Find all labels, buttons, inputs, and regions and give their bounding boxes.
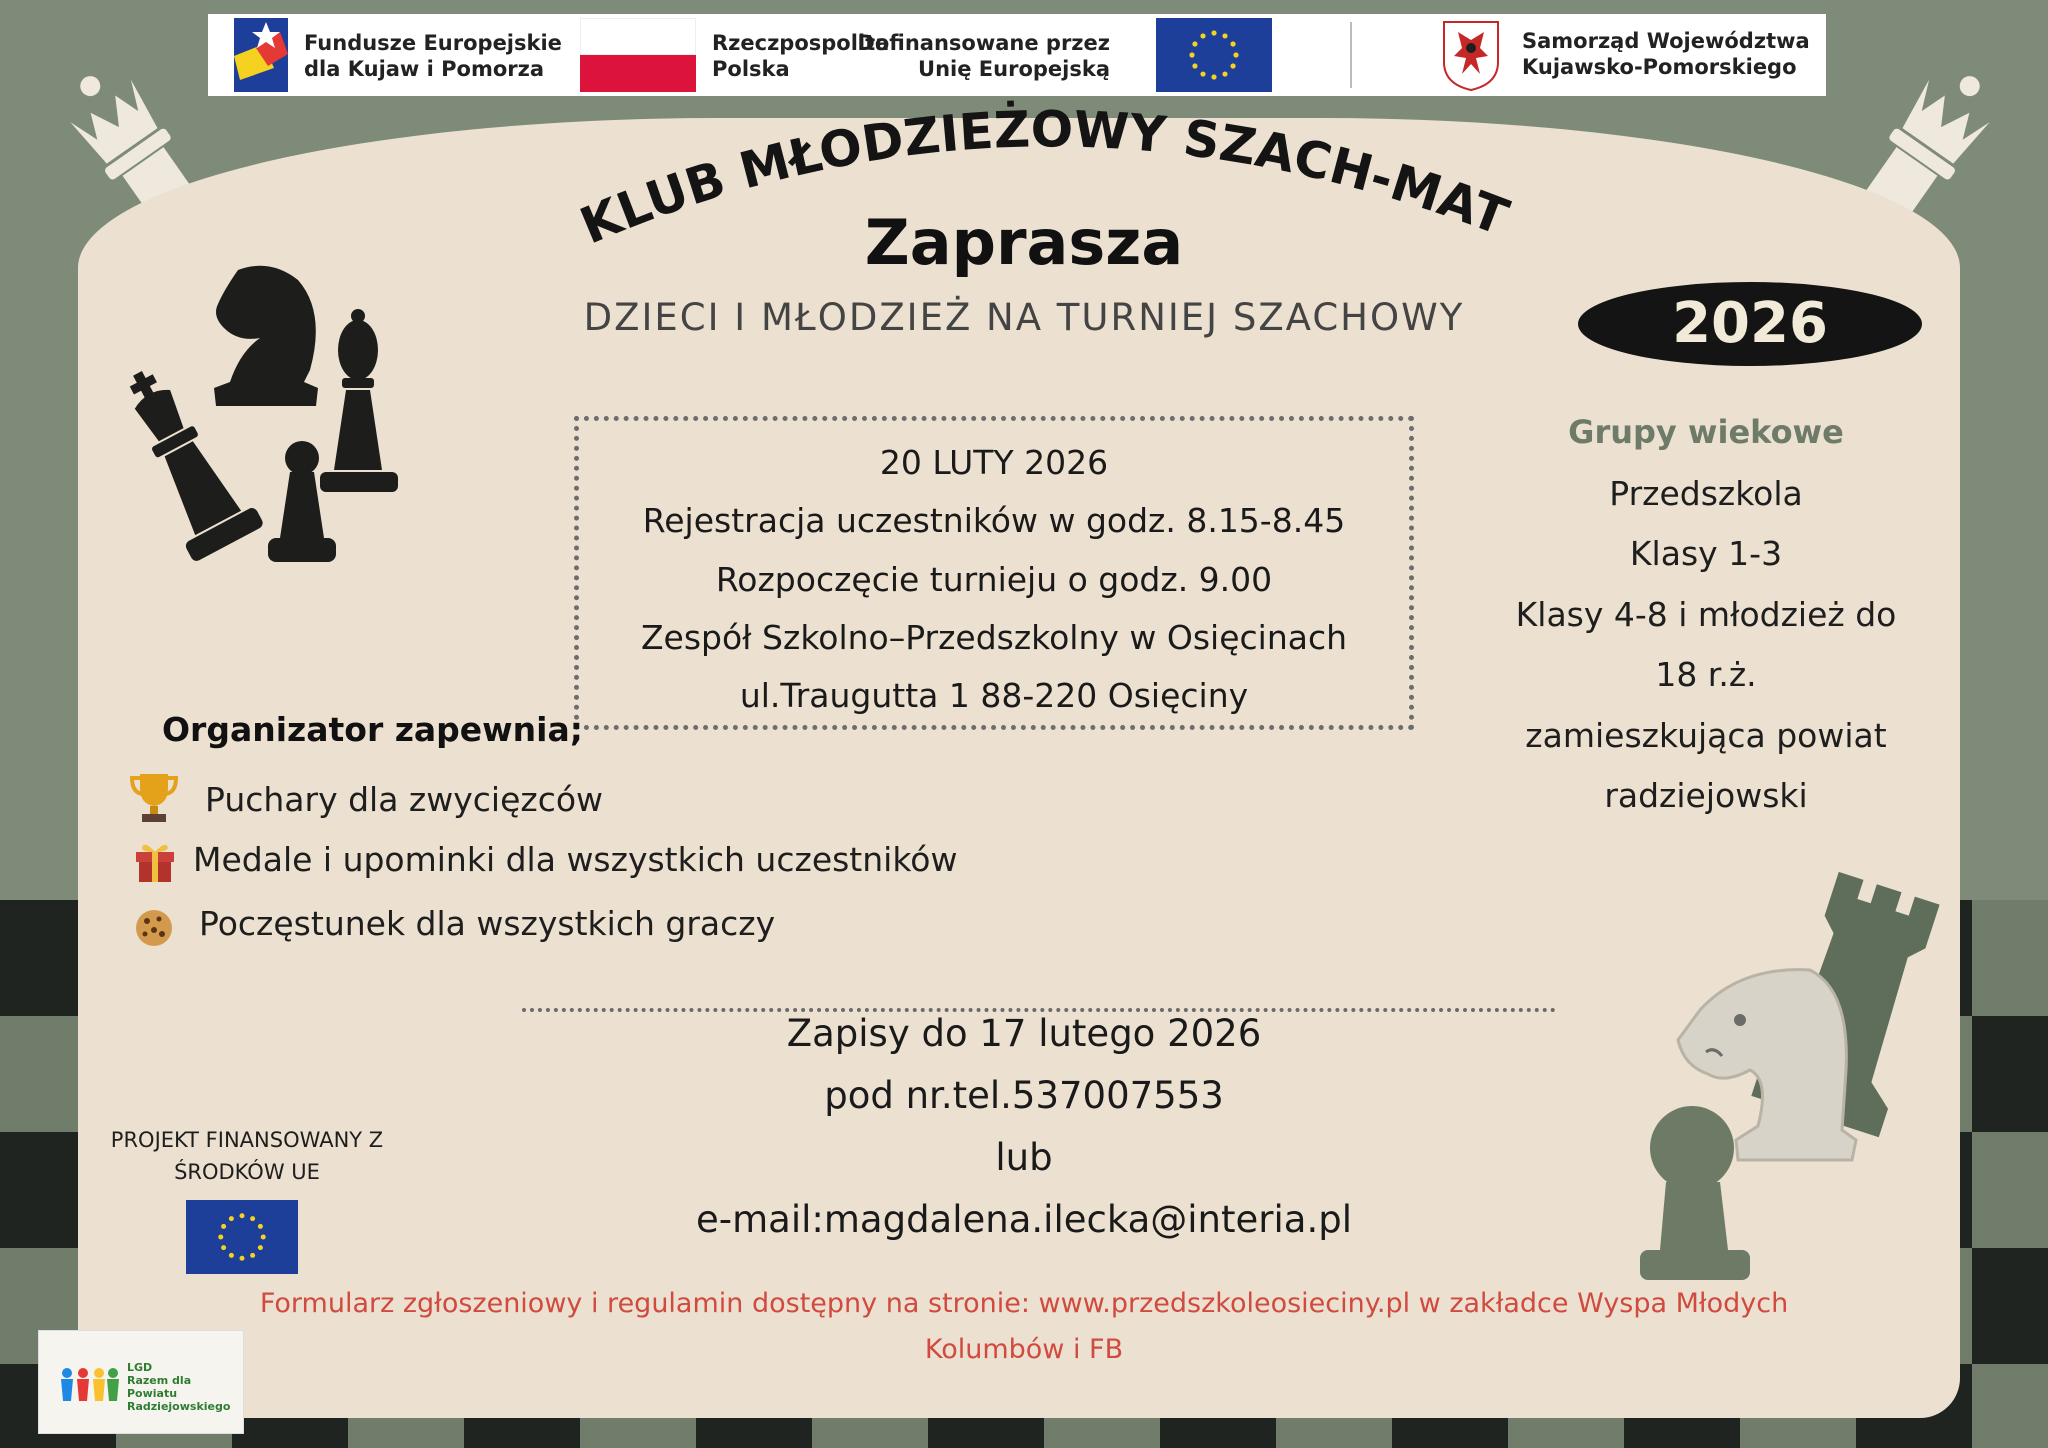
- eu-star: [239, 1213, 244, 1218]
- age-group-line: Przedszkola: [1609, 474, 1803, 513]
- project-line2: ŚRODKÓW UE: [174, 1160, 320, 1184]
- event-subtitle: DZIECI I MŁODZIEŻ NA TURNIEJ SZACHOWY: [583, 296, 1465, 339]
- eu-cofinance-line2: Unię Europejską: [918, 57, 1110, 81]
- lgd-logo: [38, 1330, 244, 1434]
- invite-heading: Zaprasza: [864, 206, 1184, 279]
- eu-star: [261, 1234, 266, 1239]
- registration-deadline: Zapisy do 17 lutego 2026: [786, 1012, 1262, 1055]
- funds-logo-line2: dla Kujaw i Pomorza: [304, 57, 545, 81]
- form-info-line2: Kolumbów i FB: [924, 1334, 1124, 1365]
- lgd-text-line3: Radziejowskiego: [127, 1400, 231, 1413]
- event-date: 20 LUTY 2026: [879, 443, 1109, 482]
- club-title: KLUB MŁODZIEŻOWY SZACH-MAT: [572, 100, 1516, 256]
- people-group-icon: [57, 1363, 121, 1403]
- eu-star: [258, 1224, 263, 1229]
- eu-star: [221, 1245, 226, 1250]
- eu-star: [258, 1245, 263, 1250]
- light-chess-pieces-icon: [1620, 870, 1960, 1290]
- organizer-title: Organizator zapewnia;: [162, 710, 583, 749]
- event-details-box: [574, 416, 1414, 730]
- eu-star: [218, 1234, 223, 1239]
- project-funded-text: [92, 1124, 402, 1188]
- lgd-text-line2: Razem dla Powiatu: [127, 1374, 192, 1400]
- provision-item: Puchary dla zwycięzców: [205, 780, 604, 819]
- venue-address: ul.Traugutta 1 88-220 Osięciny: [739, 676, 1249, 715]
- provision-item: Poczęstunek dla wszystkich graczy: [199, 904, 776, 943]
- age-group-line: Klasy 4-8 i młodzież do: [1515, 595, 1897, 634]
- eu-cofinance-line1: Dofinansowane przez: [857, 31, 1110, 55]
- age-groups-title: Grupy wiekowe: [1568, 413, 1844, 451]
- eu-star: [229, 1253, 234, 1258]
- poland-logo-line2: Polska: [712, 57, 790, 81]
- poland-logo-line1: Rzeczpospolita: [712, 31, 890, 55]
- region-logo-line2: Kujawsko-Pomorskiego: [1522, 55, 1797, 79]
- form-info-line1: Formularz zgłoszeniowy i regulamin dostępny na stronie: www.przedszkoleosieciny.pl w zakładce Wyspa Młodych: [259, 1288, 1789, 1319]
- provision-item: Medale i upominki dla wszystkich uczestników: [193, 840, 958, 879]
- trophy-icon: [130, 770, 178, 826]
- region-logo-line1: Samorząd Województwa: [1522, 29, 1810, 53]
- black-chess-pieces-icon: [120, 250, 430, 580]
- age-group-line: zamieszkująca powiat: [1525, 716, 1887, 755]
- eu-star: [250, 1253, 255, 1258]
- contact-email: e-mail:magdalena.ilecka@interia.pl: [696, 1198, 1352, 1241]
- project-line1: PROJEKT FINANSOWANY Z: [110, 1128, 384, 1152]
- age-group-line: Klasy 1-3: [1629, 534, 1783, 573]
- funds-logo-line1: Fundusze Europejskie: [304, 31, 562, 55]
- year-badge: 2026: [1578, 282, 1922, 366]
- venue-name: Zespół Szkolno–Przedszkolny w Osięcinach: [640, 618, 1348, 657]
- eu-star: [239, 1256, 244, 1261]
- cookie-icon: [134, 908, 174, 948]
- eu-star: [229, 1216, 234, 1221]
- eu-flag-small-icon: [186, 1200, 298, 1274]
- lgd-text: [127, 1361, 243, 1413]
- contact-phone: pod nr.tel.537007553: [824, 1074, 1224, 1117]
- gift-icon: [132, 838, 178, 884]
- lgd-text-line1: LGD: [127, 1361, 153, 1374]
- age-group-line: 18 r.ż.: [1655, 655, 1757, 694]
- eu-star: [250, 1216, 255, 1221]
- contact-or: lub: [995, 1136, 1053, 1179]
- age-group-line: radziejowski: [1604, 776, 1808, 815]
- registration-time: Rejestracja uczestników w godz. 8.15-8.45: [642, 501, 1346, 540]
- tournament-start: Rozpoczęcie turnieju o godz. 9.00: [715, 560, 1273, 599]
- eu-star: [221, 1224, 226, 1229]
